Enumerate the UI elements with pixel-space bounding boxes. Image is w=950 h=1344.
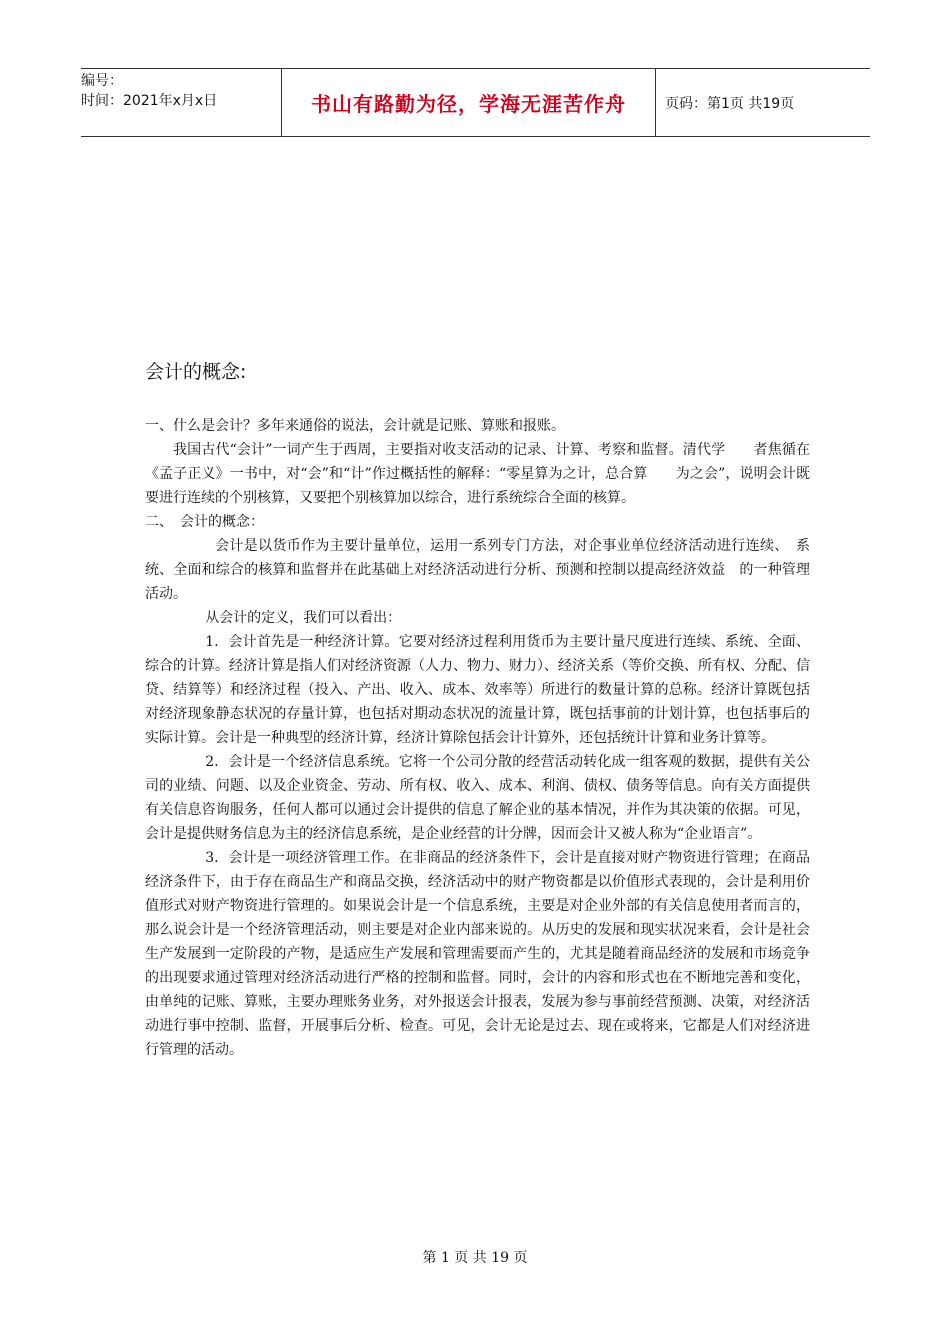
header-motto: 书山有路勤为径，学海无涯苦作舟 — [281, 69, 656, 136]
paragraph-section-1: 一、什么是会计？多年来通俗的说法，会计就是记账、算账和报账。 — [145, 418, 565, 434]
document-title: 会计的概念: — [145, 361, 247, 383]
paragraph-history: 我国古代“会计”一词产生于西周，主要指对收支活动的记录、计算、考察和监督。清代学 者焦循在《孟子正义》一书中，对“会”和“计”作过概括性的解释：“零星算为之计，总合算 为之会”，说明会计既要进行连续的个别核算，又要把个别核算加以综合，进行系统综合全面的核算。 — [145, 442, 810, 506]
paragraph-point-1: 1．会计首先是一种经济计算。它要对经济过程利用货币为主要计量尺度进行连续、系统、全面、综合的计算。经济计算是指人们对经济资源（人力、物力、财力）、经济关系（等价交换、所有权、分配、信贷、结算等）和经济过程（投入、产出、收入、成本、效率等）所进行的数量计算的总称。经济计算既包括对经济现象静态状况的存量计算，也包括对期动态状况的流量计算，既包括事前的计划计算，也包括事后的实际计算。会计是一种典型的经济计算，经济计算除包括会计计算外，还包括统计计算和业务计算等。 — [145, 634, 810, 746]
paragraph-point-3: 3．会计是一项经济管理工作。在非商品的经济条件下，会计是直接对财产物资进行管理；在商品经济条件下，由于存在商品生产和商品交换，经济活动中的财产物资都是以价值形式表现的，会计是利用价值形式对财产物资进行管理的。如果说会计是一个信息系统，主要是对企业外部的有关信息使用者而言的，那么说会计是一个经济管理活动，则主要是对企业内部来说的。从历史的发展和现实状况来看，会计是社会生产发展到一定阶段的产物，是适应生产发展和管理需要而产生的，尤其是随着商品经济的发展和市场竞争的出现要求通过管理对经济活动进行严格的控制和监督。同时，会计的内容和形式也在不断地完善和变化，由单纯的记账、算账，主要办理账务业务，对外报送会计报表，发展为参与事前经营预测、决策，对经济活动进行事中控制、监督，开展事后分析、检查。可见，会计无论是过去、现在或将来，它都是人们对经济进行管理的活动。 — [145, 850, 810, 1058]
document-number-label: 编号： — [81, 73, 123, 89]
document-header — [81, 68, 870, 137]
page-footer: 第 1 页 共 19 页 — [422, 1250, 528, 1266]
header-page-number: 页码：第1页 共19页 — [665, 95, 795, 112]
paragraph-intro: 从会计的定义，我们可以看出： — [205, 610, 402, 626]
document-body — [145, 414, 810, 1062]
paragraph-definition: 会计是以货币作为主要计量单位，运用一系列专门方法，对企事业单位经济活动进行连续、 系统、全面和综合的核算和监督并在此基础上对经济活动进行分析、预测和控制以提高经济效益 的一种管理活动。 — [145, 538, 810, 602]
header-meta — [81, 69, 281, 136]
paragraph-point-2: 2．会计是一个经济信息系统。它将一个公司分散的经营活动转化成一组客观的数据，提供有关公司的业绩、问题、以及企业资金、劳动、所有权、收入、成本、利润、债权、债务等信息。向有关方面提供有关信息咨询服务，任何人都可以通过会计提供的信息了解企业的基本情况，并作为其决策的依据。可见，会计是提供财务信息为主的经济信息系统，是企业经营的计分牌，因而会计又被人称为“企业语言”。 — [145, 754, 810, 842]
document-time-label: 时间：2021年x月x日 — [81, 93, 218, 109]
paragraph-section-2: 二、 会计的概念： — [145, 514, 264, 530]
